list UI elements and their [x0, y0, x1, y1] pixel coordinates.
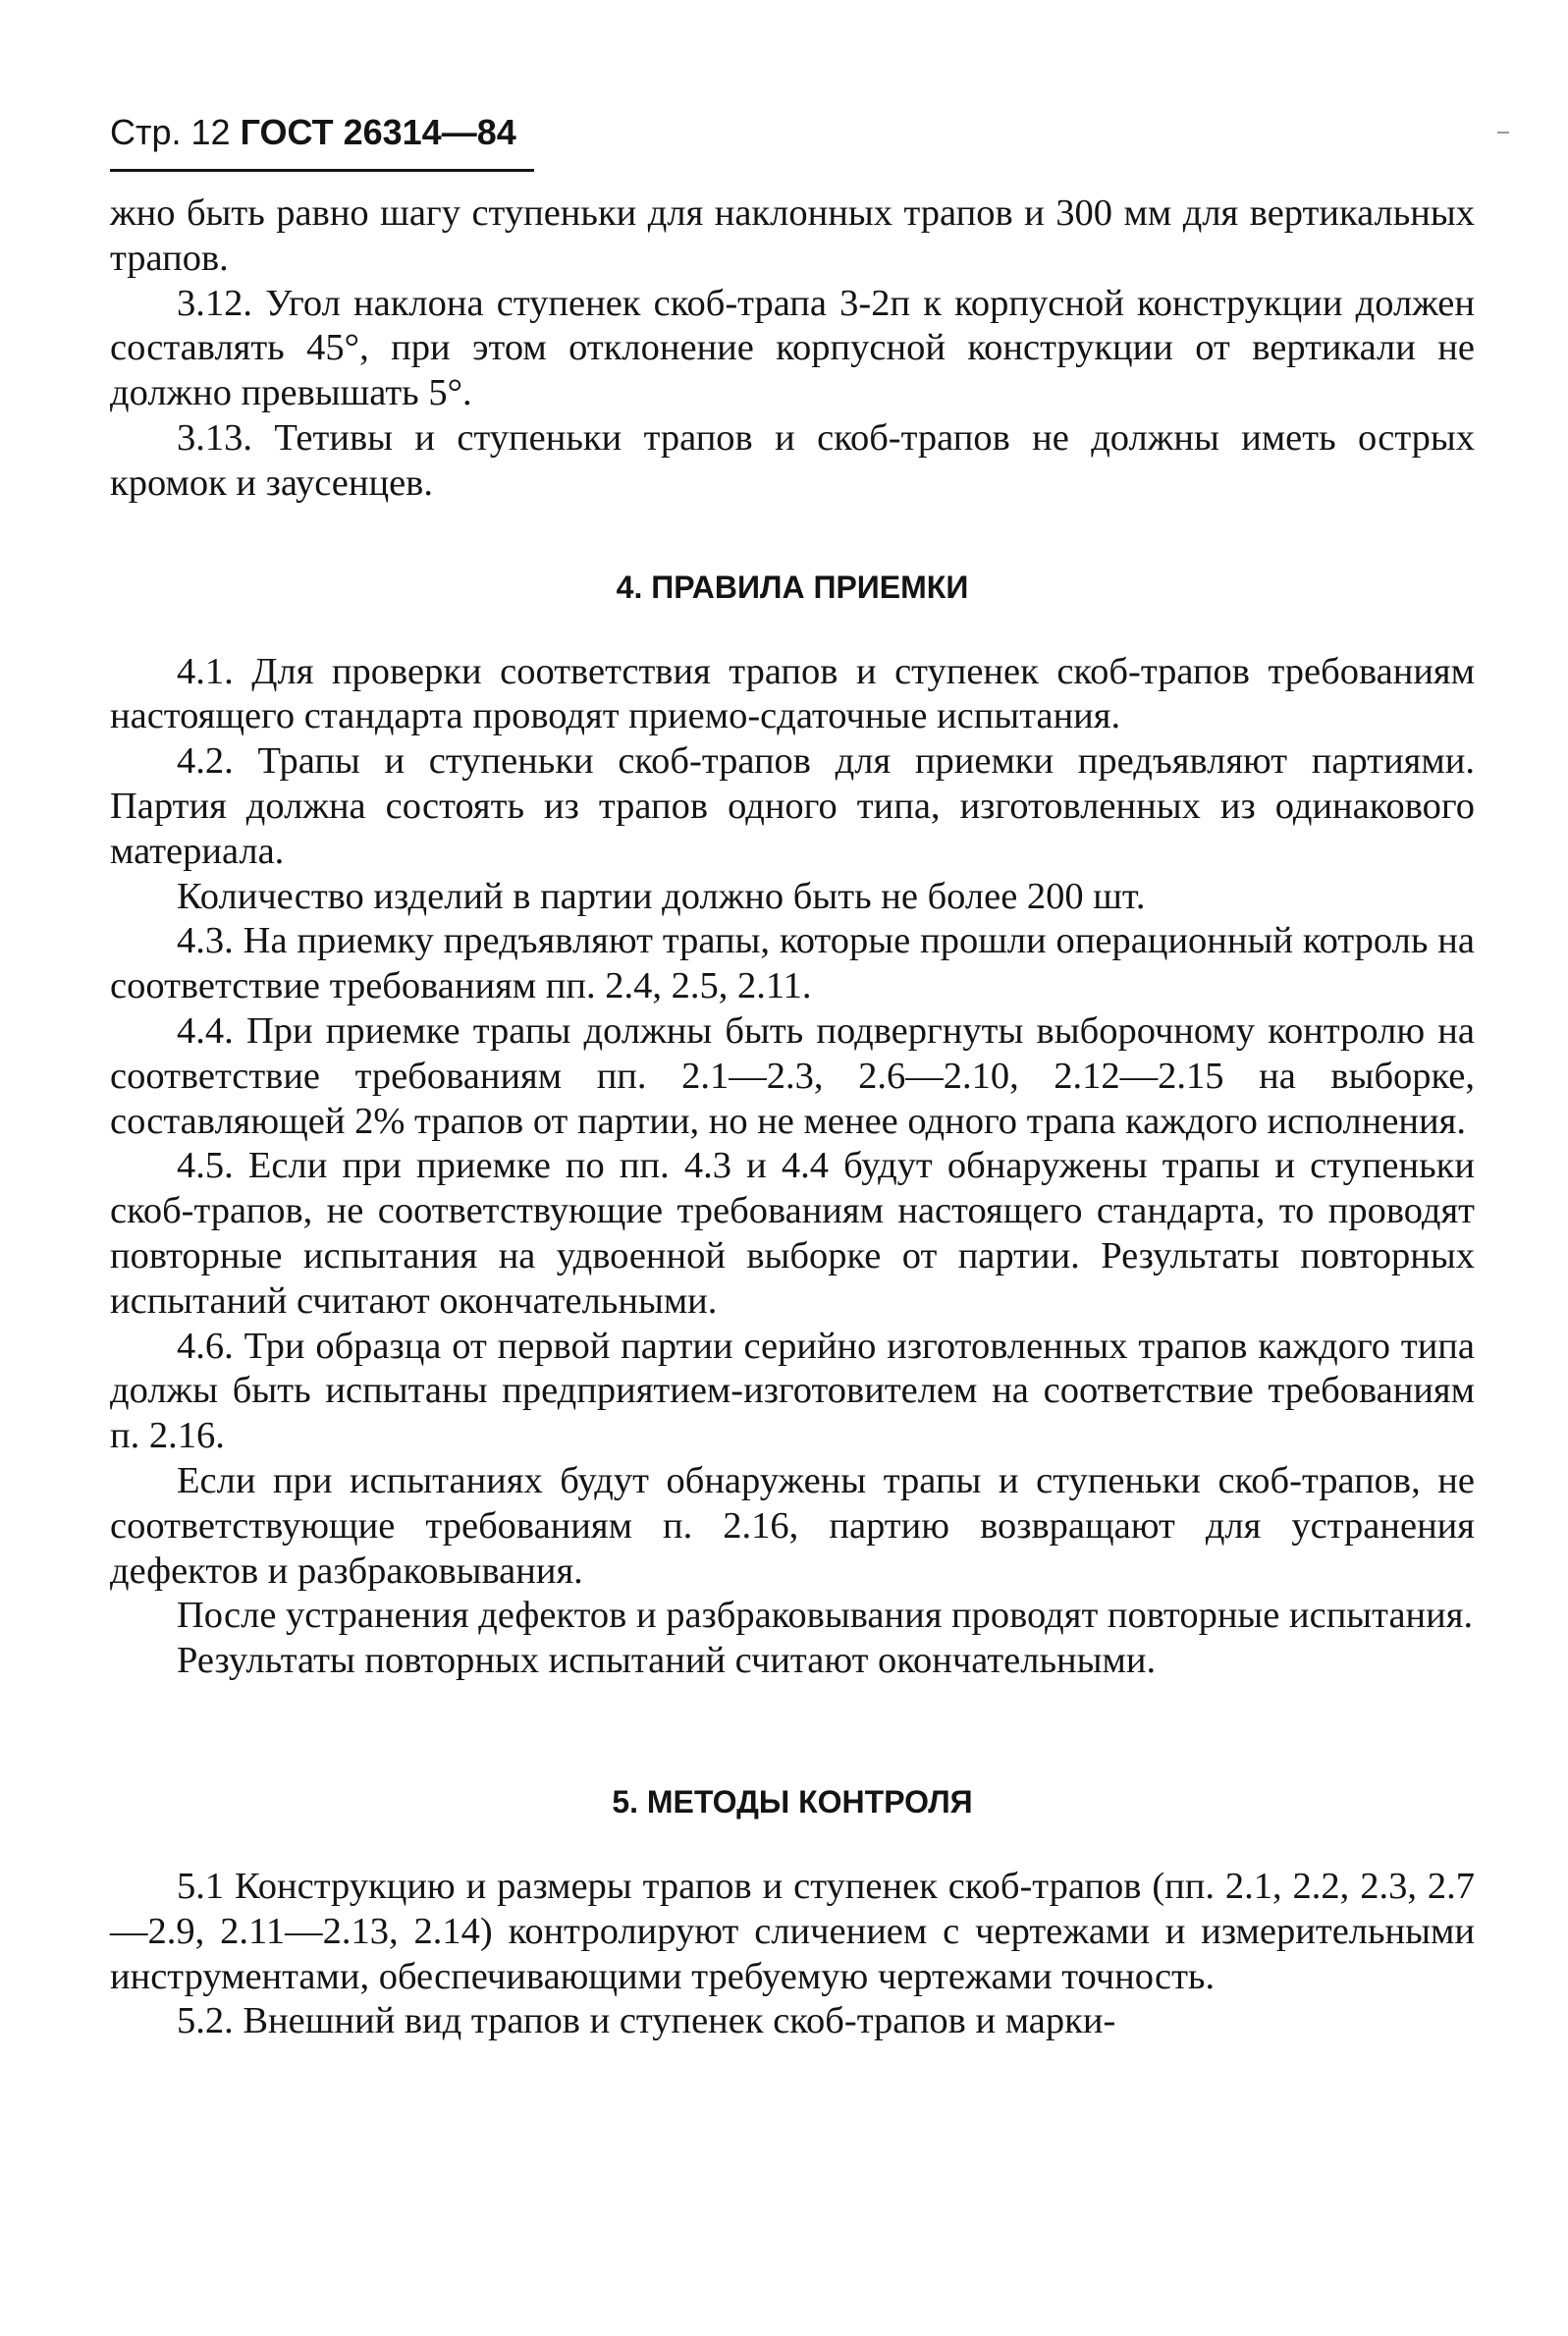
standard-code: ГОСТ 26314—84 — [240, 112, 516, 152]
paragraph-3-12: 3.12. Угол наклона ступенек скоб-трапа 3-2п к корпусной конструкции должен составлять 45°, при этом отклонение корпусной конструкции от вертикали не должно превышать 5°. — [110, 282, 1475, 414]
paragraph-4-6: 4.6. Три образца от первой партии серийно изготовленных трапов каждого типа должы быть испытаны предприятием-изготовителем на соответствие требованиям п. 2.16. — [110, 1325, 1475, 1457]
paragraph-5-1: 5.1 Конструкцию и размеры трапов и ступенек скоб-трапов (пп. 2.1, 2.2, 2.3, 2.7—2.9, 2.11—2.13, 2.14) контролируют сличением с чертежами и измерительными инструментами, обеспечивающими требуемую чертежами точность. — [110, 1865, 1475, 1997]
paragraph-4-4: 4.4. При приемке трапы должны быть подвергнуты выборочному контролю на соответствие требованиям пп. 2.1—2.3, 2.6—2.10, 2.12—2.15 на выборке, составляющей 2% трапов от партии, но не менее одного трапа каждого исполнения. — [110, 1009, 1475, 1142]
page-header — [110, 110, 1475, 155]
document-page — [110, 110, 1475, 2044]
paragraph-continuation: жно быть равно шагу ступеньки для наклонных трапов и 300 мм для вертикальных трапов. — [110, 192, 1475, 279]
paragraph-4-2: 4.2. Трапы и ступеньки скоб-трапов для приемки предъявляют партиями. Партия должна состоять из трапов одного типа, изготовленных из одинакового материала. — [110, 740, 1475, 872]
paragraph-4-1: 4.1. Для проверки соответствия трапов и ступенек скоб-трапов требованиям настоящего стандарта проводят приемо-сдаточные испытания. — [110, 650, 1475, 737]
paragraph-4-6-retest: После устранения дефектов и разбраковывания проводят повторные испытания. — [177, 1595, 1474, 1637]
paragraph-3-13: 3.13. Тетивы и ступеньки трапов и скоб-трапов не должны иметь острых кромок и заусенцев. — [110, 416, 1475, 504]
header-rule — [110, 169, 534, 172]
paragraph-4-6-final: Результаты повторных испытаний считают окончательными. — [177, 1640, 1157, 1682]
paragraph-5-2: 5.2. Внешний вид трапов и ступенек скоб-трапов и марки- — [177, 2000, 1116, 2042]
paragraph-4-2-quantity: Количество изделий в партии должно быть не более 200 шт. — [177, 875, 1146, 917]
paragraph-4-3: 4.3. На приемку предъявляют трапы, которые прошли операционный котроль на соответствие требованиям пп. 2.4, 2.5, 2.11. — [110, 920, 1475, 1007]
section-5-heading: 5. МЕТОДЫ КОНТРОЛЯ — [612, 1783, 973, 1820]
page-number: Стр. 12 — [110, 112, 231, 152]
section-4-heading: 4. ПРАВИЛА ПРИЕМКИ — [616, 569, 969, 605]
paragraph-4-6-defects: Если при испытаниях будут обнаружены трапы и ступеньки скоб-трапов, не соответствующие требованиям п. 2.16, партию возвращают для устранения дефектов и разбраковывания. — [110, 1459, 1475, 1592]
paragraph-4-5: 4.5. Если при приемке по пп. 4.3 и 4.4 будут обнаружены трапы и ступеньки скоб-трапов, не соответствующие требованиям настоящего стандарта, то проводят повторные испытания на удвоенной выборке от партии. Результаты повторных испытаний считают окончательными. — [110, 1145, 1475, 1322]
scan-mark — [1497, 132, 1509, 134]
